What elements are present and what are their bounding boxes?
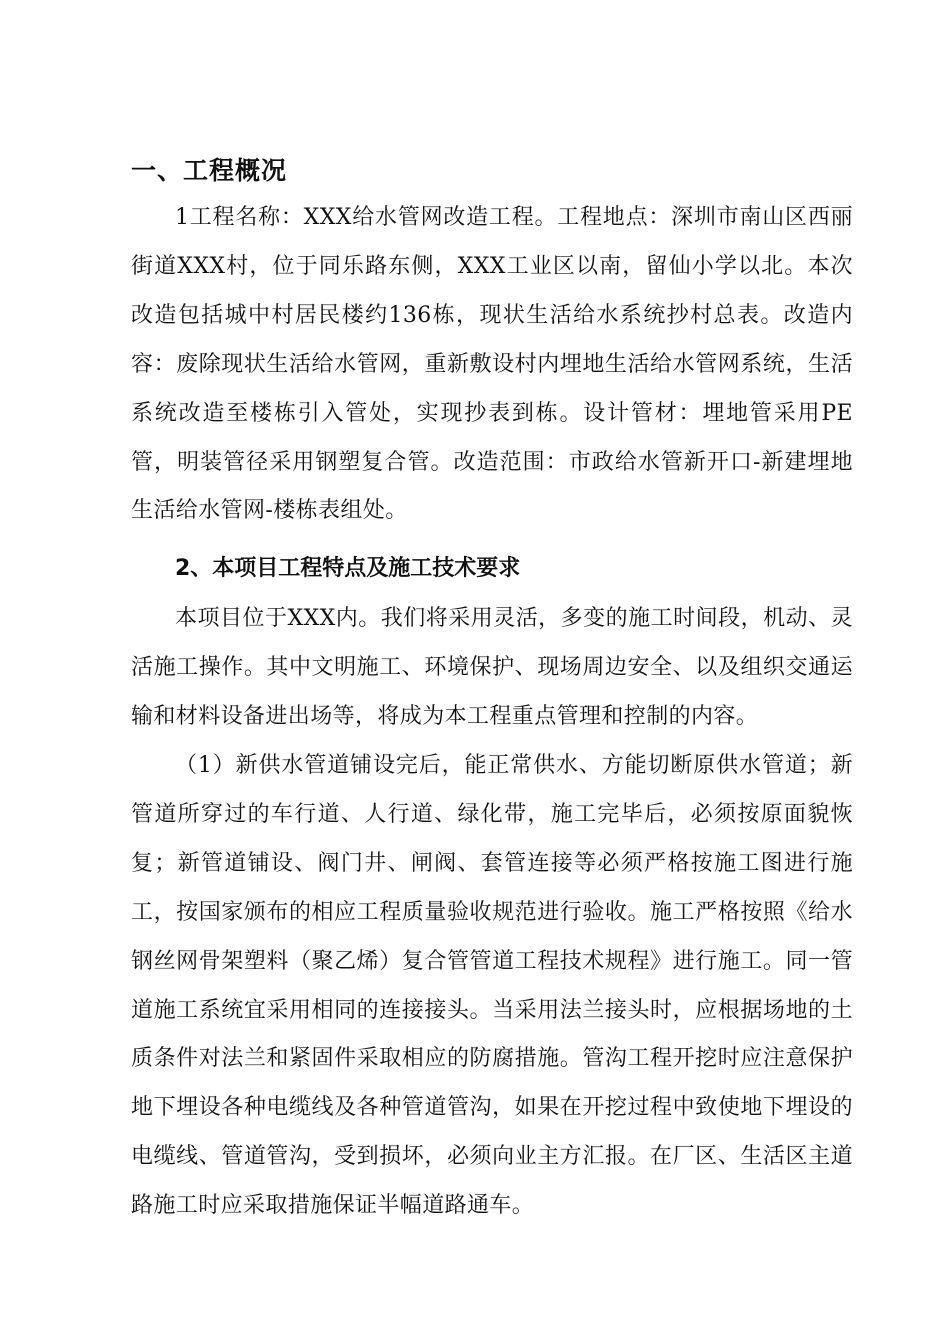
section-title: 一、工程概况 — [131, 156, 288, 185]
project-features-paragraph: 本项目位于XXX内。我们将采用灵活，多变的施工时间段，机动、灵活施工操作。其中文明施工、环境保护、现场周边安全、以及组织交通运输和材料设备进出场等，将成为本工程重点管理和控制的内容。 — [131, 606, 853, 729]
technical-requirements-paragraph: （1）新供水管道铺设完后，能正常供水、方能切断原供水管道；新管道所穿过的车行道、人行道、绿化带，施工完毕后，必须按原面貌恢复；新管道铺设、阀门井、闸阀、套管连接等必须严格按施工图进行施工，按国家颁布的相应工程质量验收规范进行验收。施工严格按照《给水钢丝网骨架塑料（聚乙烯）复合管管道工程技术规程》进行施工。同一管道施工系统宜采用相同的连接接头。当采用法兰接头时，应根据场地的土质条件对法兰和紧固件采取相应的防腐措施。管沟工程开挖时应注意保护地下埋设各种电缆线及各种管道管沟，如果在开挖过程中致使地下埋设的电缆线、管道管沟，受到损坏，必须向业主方汇报。在厂区、生活区主道路施工时应采取措施保证半幅道路通车。 — [131, 753, 853, 1219]
project-overview-paragraph: 1工程名称：XXX给水管网改造工程。工程地点：深圳市南山区西丽街道XXX村，位于同乐路东侧，XXX工业区以南，留仙小学以北。本次改造包括城中村居民楼约136栋，现状生活给水系统抄村总表。改造内容：废除现状生活给水管网，重新敷设村内埋地生活给水管网系统，生活系统改造至楼栋引入管处，实现抄表到栋。设计管材：埋地管采用PE管，明装管径采用钢塑复合管。改造范围：市政给水管新开口-新建埋地生活给水管网-楼栋表组处。 — [131, 205, 853, 524]
subsection-title: 2、本项目工程特点及施工技术要求 — [175, 556, 521, 581]
